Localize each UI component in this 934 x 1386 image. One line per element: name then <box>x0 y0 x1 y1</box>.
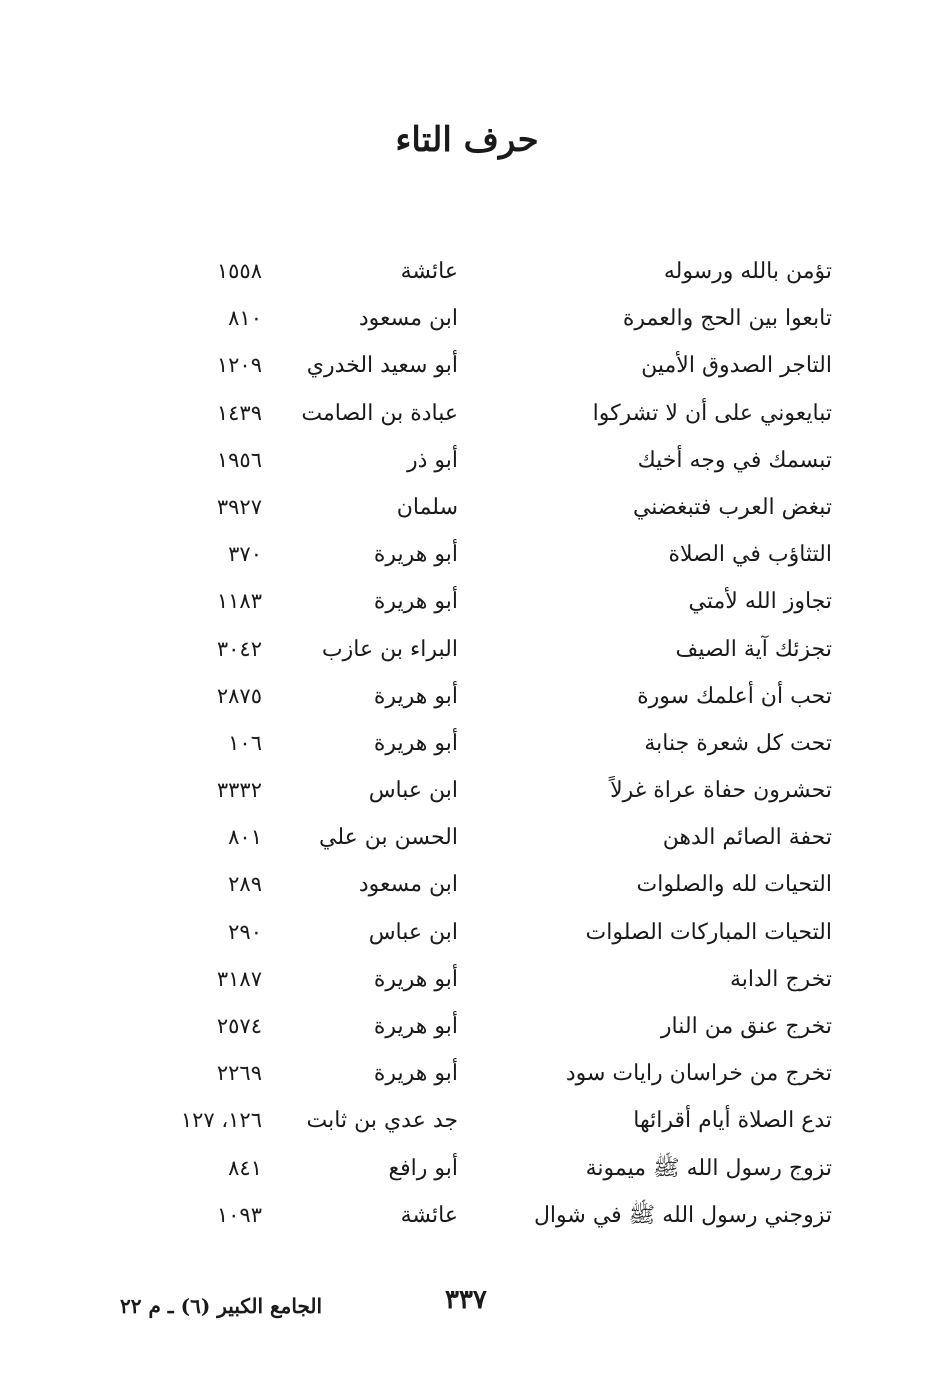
hadith-text: تجزئك آية الصيف <box>675 636 832 662</box>
hadith-text: التحيات المباركات الصلوات <box>585 919 832 945</box>
index-row <box>0 248 934 295</box>
hadith-text: تحت كل شعرة جنابة <box>644 730 832 756</box>
hadith-text: تخرج الدابة <box>729 966 832 992</box>
hadith-reference-number: ١٥٥٨ <box>216 259 262 283</box>
hadith-text: التثاؤب في الصلاة <box>668 542 832 568</box>
index-row <box>0 437 934 484</box>
index-row <box>0 484 934 531</box>
hadith-text: تحب أن أعلمك سورة <box>637 683 832 709</box>
hadith-reference-number: ١١٨٣ <box>216 589 262 614</box>
hadith-text: تبايعوني على أن لا تشركوا <box>592 400 832 426</box>
hadith-text: تابعوا بين الحج والعمرة <box>622 306 832 332</box>
index-row <box>0 295 934 342</box>
index-row <box>0 720 934 767</box>
index-row <box>0 861 934 908</box>
hadith-text: تجاوز الله لأمتي <box>688 589 832 615</box>
narrator-name: أبو هريرة <box>373 542 458 568</box>
hadith-index-list <box>0 248 934 1239</box>
hadith-reference-number: ٣٧٠ <box>228 542 262 567</box>
index-row <box>0 1050 934 1097</box>
narrator-name: عائشة <box>400 259 458 284</box>
index-row <box>0 956 934 1003</box>
narrator-name: أبو هريرة <box>373 1061 458 1087</box>
hadith-reference-number: ٣٣٣٢ <box>216 778 262 803</box>
narrator-name: أبو هريرة <box>373 683 458 709</box>
narrator-name: جد عدي بن ثابت <box>306 1108 458 1134</box>
narrator-name: سلمان <box>396 494 458 520</box>
index-row <box>0 1192 934 1239</box>
hadith-text: تزوج رسول الله ﷺ ميمونة <box>585 1155 832 1181</box>
index-row <box>0 342 934 389</box>
narrator-name: أبو هريرة <box>373 966 458 992</box>
hadith-text: التحيات لله والصلوات <box>636 872 832 898</box>
hadith-text: تزوجني رسول الله ﷺ في شوال <box>533 1202 832 1228</box>
hadith-text: تبغض العرب فتبغضني <box>632 494 832 520</box>
page-number: ٣٣٧ <box>445 1285 487 1315</box>
hadith-text: تؤمن بالله ورسوله <box>663 259 832 284</box>
index-row <box>0 673 934 720</box>
hadith-reference-number: ١٢٦، ١٢٧ <box>180 1108 262 1133</box>
narrator-name: ابن عباس <box>368 919 458 945</box>
index-row <box>0 767 934 814</box>
hadith-reference-number: ٣٩٢٧ <box>216 494 262 519</box>
hadith-reference-number: ١٠٦ <box>228 730 262 755</box>
footer-source: الجامع الكبير (٦) ـ م ٢٢ <box>120 1294 323 1318</box>
narrator-name: البراء بن عازب <box>321 636 458 662</box>
narrator-name: ابن مسعود <box>358 872 458 898</box>
hadith-reference-number: ١٠٩٣ <box>216 1202 262 1227</box>
hadith-reference-number: ١٢٠٩ <box>216 353 262 378</box>
hadith-text: تبسمك في وجه أخيك <box>637 447 832 473</box>
hadith-reference-number: ١٩٥٦ <box>216 447 262 472</box>
narrator-name: أبو سعيد الخدري <box>306 353 458 379</box>
section-title: حرف التاء <box>395 120 539 160</box>
hadith-text: تحشرون حفاة عراة غرلاً <box>610 778 832 804</box>
index-row <box>0 626 934 673</box>
hadith-reference-number: ٨١٠ <box>228 306 262 331</box>
narrator-name: ابن عباس <box>368 778 458 804</box>
narrator-name: ابن مسعود <box>358 306 458 332</box>
narrator-name: أبو ذر <box>406 447 458 473</box>
narrator-name: أبو هريرة <box>373 589 458 615</box>
index-row <box>0 531 934 578</box>
narrator-name: الحسن بن علي <box>319 825 458 851</box>
narrator-name: أبو هريرة <box>373 1014 458 1039</box>
narrator-name: عبادة بن الصامت <box>301 400 458 426</box>
index-row <box>0 814 934 861</box>
index-row <box>0 1003 934 1050</box>
hadith-reference-number: ٨٤١ <box>228 1155 262 1180</box>
narrator-name: عائشة <box>400 1202 458 1228</box>
hadith-text: تحفة الصائم الدهن <box>662 825 832 851</box>
index-row <box>0 1097 934 1144</box>
hadith-text: تخرج من خراسان رايات سود <box>565 1061 832 1087</box>
hadith-reference-number: ٣١٨٧ <box>216 966 262 991</box>
index-row <box>0 390 934 437</box>
hadith-reference-number: ٢٨٩ <box>228 872 262 897</box>
hadith-reference-number: ٢٨٧٥ <box>216 683 262 708</box>
hadith-text: التاجر الصدوق الأمين <box>641 353 832 379</box>
index-row <box>0 1145 934 1192</box>
hadith-reference-number: ٢٥٧٤ <box>216 1014 262 1038</box>
hadith-reference-number: ٢٢٦٩ <box>216 1061 262 1086</box>
hadith-text: تدع الصلاة أيام أقرائها <box>633 1108 832 1134</box>
narrator-name: أبو هريرة <box>373 730 458 756</box>
hadith-reference-number: ٣٠٤٢ <box>216 636 262 661</box>
hadith-reference-number: ١٤٣٩ <box>216 400 262 425</box>
hadith-text: تخرج عنق من النار <box>660 1014 832 1039</box>
hadith-reference-number: ٢٩٠ <box>228 919 262 944</box>
hadith-reference-number: ٨٠١ <box>228 825 262 850</box>
narrator-name: أبو رافع <box>388 1155 458 1181</box>
index-row <box>0 578 934 625</box>
index-row <box>0 909 934 956</box>
